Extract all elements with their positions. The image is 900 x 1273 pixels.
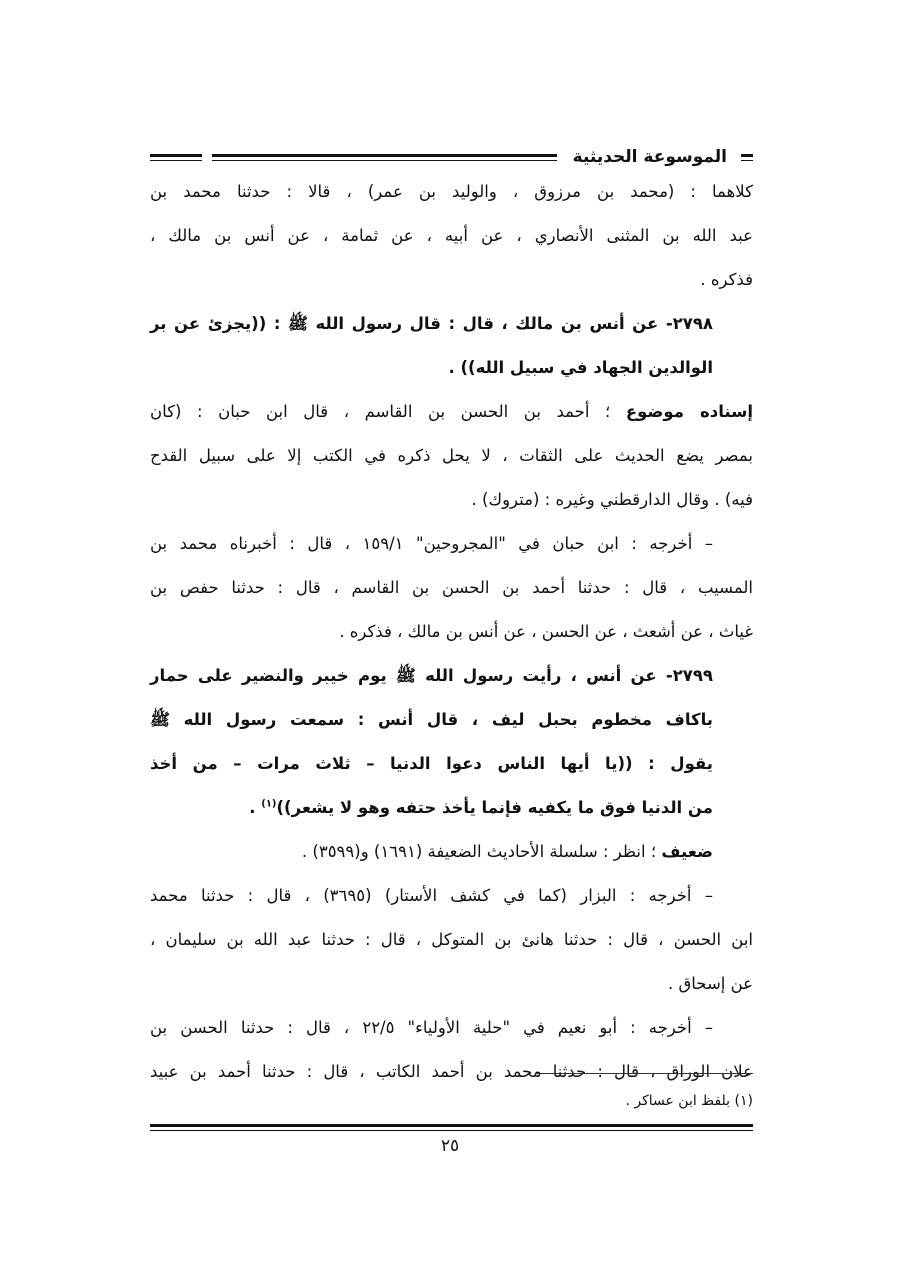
header-rule-right [741,154,753,161]
grading-line [150,830,753,874]
hadith-text: من الدنيا فوق ما يكفيه فإنما يأخذ حتفه وهو لا يشعر)) [276,798,713,817]
hadith-2799-line: باكاف مخطوم بحبل ليف ، قال أنس : سمعت رسول الله ﷺ [150,710,713,729]
hadith-2799-line [150,786,753,830]
text-line: كلاهما : (محمد بن مرزوق ، والوليد بن عمر) ، قالا : حدثنا محمد بن [150,182,753,201]
text-line: عبد الله بن المثنى الأنصاري ، عن أبيه ، عن ثمامة ، عن أنس بن مالك ، [150,226,753,245]
text-line: ابن الحسن ، قال : حدثنا هانئ بن المتوكل ، قال : حدثنا عبد الله بن سليمان ، [150,930,753,949]
text-line: غياث ، عن أشعث ، عن الحسن ، عن أنس بن مالك ، فذكره . [339,622,753,641]
running-header [150,142,753,172]
text-line: المسيب ، قال : حدثنا أحمد بن الحسن بن القاسم ، قال : حدثنا حفص بن [150,578,753,597]
header-rule-short [150,154,202,161]
text-line: عن إسحاق . [667,974,753,993]
header-title: الموسوعة الحديثية [572,147,727,167]
main-text [150,170,753,1094]
footer-rule [150,1124,753,1131]
hadith-2799-line: يقول : ((يا أيها الناس دعوا الدنيا – ثلاث مرات – من أخذ [150,754,713,773]
footnote: (١) بلفظ ابن عساكر . [625,1093,753,1109]
header-rule-left [212,154,557,161]
text-line: فذكره . [700,270,753,289]
takhrij-line: – أخرجه : أبو نعيم في "حلية الأولياء" ٢٢/٥ ، قال : حدثنا الحسن بن [150,1018,713,1037]
line-end: . [249,798,262,817]
grading-line [150,390,753,434]
grading-label: ضعيف [661,842,713,861]
hadith-2798-line: ٢٧٩٨- عن أنس بن مالك ، قال : قال رسول الله ﷺ : ((يجزئ عن بر [150,314,713,333]
page-number: ٢٥ [440,1136,460,1156]
footnote-separator [535,1073,753,1074]
grading-text: ؛ انظر : سلسلة الأحاديث الضعيفة (١٦٩١) و(٣٥٩٩) . [301,842,662,861]
takhrij-line: – أخرجه : ابن حبان في "المجروحين" ١٥٩/١ ، قال : أخبرناه محمد بن [150,534,714,553]
text-line: بمصر يضع الحديث على الثقات ، لا يحل ذكره في الكتب إلا على سبيل القدح [150,446,753,465]
takhrij-line: – أخرجه : البزار (كما في كشف الأستار) (٣٦٩٥) ، قال : حدثنا محمد [150,886,713,905]
grading-text: ؛ أحمد بن الحسن بن القاسم ، قال ابن حبان : (كان [150,402,626,421]
hadith-2799-line: ٢٧٩٩- عن أنس ، رأيت رسول الله ﷺ يوم خيبر والنضير على حمار [150,666,713,685]
hadith-2798-line: الوالدين الجهاد في سبيل الله)) . [448,358,713,377]
text-line: فيه) . وقال الدارقطني وغيره : (متروك) . [471,490,753,509]
text-line: علان الوراق ، قال : حدثنا محمد بن أحمد الكاتب ، قال : حدثنا أحمد بن عبيد [150,1062,753,1081]
grading-label: إسناده موضوع [625,402,754,421]
footnote-marker: (١) [261,798,277,810]
